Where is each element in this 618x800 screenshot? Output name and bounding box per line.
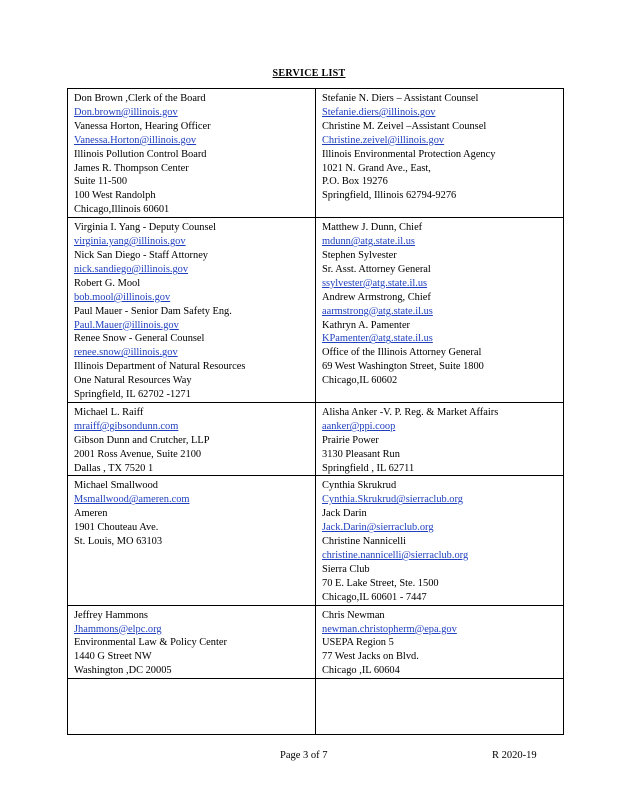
contact-line: USEPA Region 5 bbox=[322, 637, 394, 649]
contact-cell-left bbox=[68, 218, 316, 403]
email-link[interactable]: Don.brown@illinois.gov bbox=[74, 106, 178, 118]
email-link[interactable]: nick.sandiego@illinois.gov bbox=[74, 263, 189, 275]
contact-line: Chicago,Illinois 60601 bbox=[74, 204, 170, 216]
contact-cell-right bbox=[316, 402, 564, 476]
contact-line: Andrew Armstrong, Chief bbox=[322, 291, 431, 303]
contact-line: Paul Mauer - Senior Dam Safety Eng. bbox=[74, 305, 232, 317]
contact-cell-right bbox=[316, 679, 564, 735]
contact-line: Springfield, Illinois 62794-9276 bbox=[322, 190, 457, 202]
contact-line: Alisha Anker -V. P. Reg. & Market Affairs bbox=[322, 406, 499, 418]
service-row bbox=[68, 402, 564, 476]
contact-line: 1021 N. Grand Ave., East, bbox=[322, 162, 431, 174]
contact-line: Prairie Power bbox=[322, 434, 379, 446]
contact-cell-right bbox=[316, 89, 564, 218]
contact-cell-right bbox=[316, 476, 564, 605]
email-link[interactable]: Vanessa.Horton@illinois.gov bbox=[74, 134, 197, 146]
contact-line: Illinois Department of Natural Resources bbox=[74, 361, 246, 373]
service-row bbox=[68, 476, 564, 605]
email-link[interactable]: Msmallwood@ameren.com bbox=[74, 494, 190, 506]
contact-cell-right bbox=[316, 218, 564, 403]
contact-line: Office of the Illinois Attorney General bbox=[322, 347, 482, 359]
contact-line: Don Brown ,Clerk of the Board bbox=[74, 93, 206, 104]
contact-cell-left bbox=[68, 605, 316, 679]
contact-line: Sr. Asst. Attorney General bbox=[322, 263, 431, 275]
contact-line: Matthew J. Dunn, Chief bbox=[322, 222, 423, 234]
contact-line: Chicago,IL 60602 bbox=[322, 375, 398, 387]
email-link[interactable]: Jack.Darin@sierraclub.org bbox=[322, 522, 434, 534]
contact-line: Vanessa Horton, Hearing Officer bbox=[74, 120, 211, 132]
contact-line: Michael Smallwood bbox=[74, 480, 158, 492]
service-row bbox=[68, 679, 564, 735]
contact-line: Jeffrey Hammons bbox=[74, 609, 148, 621]
contact-line: Gibson Dunn and Crutcher, LLP bbox=[74, 434, 210, 446]
email-link[interactable]: aarmstrong@atg.state.il.us bbox=[322, 305, 433, 317]
email-link[interactable]: renee.snow@illinois.gov bbox=[74, 347, 178, 359]
contact-line: Illinois Pollution Control Board bbox=[74, 148, 207, 160]
contact-line: 3130 Pleasant Run bbox=[322, 448, 400, 460]
email-link[interactable]: mraiff@gibsondunn.com bbox=[74, 420, 179, 432]
service-row bbox=[68, 218, 564, 403]
contact-line: 77 West Jacks on Blvd. bbox=[322, 651, 419, 663]
contact-line: Chicago,IL 60601 - 7447 bbox=[322, 591, 427, 603]
contact-line: Michael L. Raiff bbox=[74, 406, 144, 418]
contact-line: Stefanie N. Diers – Assistant Counsel bbox=[322, 93, 479, 104]
email-link[interactable]: mdunn@atg.state.il.us bbox=[322, 236, 415, 248]
email-link[interactable]: virginia.yang@illinois.gov bbox=[74, 236, 186, 248]
contact-line: Renee Snow - General Counsel bbox=[74, 333, 205, 345]
contact-line: Nick San Diego - Staff Attorney bbox=[74, 249, 208, 261]
contact-line: 69 West Washington Street, Suite 1800 bbox=[322, 361, 484, 373]
contact-line: Kathryn A. Pamenter bbox=[322, 319, 411, 331]
contact-cell-left bbox=[68, 476, 316, 605]
service-list-table bbox=[67, 88, 564, 735]
contact-line: Springfield , IL 62711 bbox=[322, 462, 415, 474]
contact-line: Chris Newman bbox=[322, 609, 385, 621]
contact-line: 1440 G Street NW bbox=[74, 651, 152, 663]
page-title-text: SERVICE LIST bbox=[272, 68, 346, 79]
contact-cell-left bbox=[68, 89, 316, 218]
contact-line: St. Louis, MO 63103 bbox=[74, 536, 163, 548]
contact-line: 2001 Ross Avenue, Suite 2100 bbox=[74, 448, 202, 460]
email-link[interactable]: bob.mool@illinois.gov bbox=[74, 291, 171, 303]
contact-line: Stephen Sylvester bbox=[322, 249, 397, 261]
contact-line: Washington ,DC 20005 bbox=[74, 665, 172, 677]
contact-line: James R. Thompson Center bbox=[74, 162, 189, 174]
email-link[interactable]: newman.christopherm@epa.gov bbox=[322, 623, 457, 635]
email-link[interactable]: Paul.Mauer@illinois.gov bbox=[74, 319, 179, 331]
contact-line: 70 E. Lake Street, Ste. 1500 bbox=[322, 577, 439, 589]
email-link[interactable]: KPamenter@atg.state.il.us bbox=[322, 333, 433, 345]
contact-line: One Natural Resources Way bbox=[74, 375, 192, 387]
contact-cell-left bbox=[68, 402, 316, 476]
contact-line: Environmental Law & Policy Center bbox=[74, 637, 227, 649]
contact-line: Sierra Club bbox=[322, 563, 370, 575]
contact-line: Cynthia Skrukrud bbox=[322, 480, 397, 492]
service-row bbox=[68, 605, 564, 679]
contact-line: Illinois Environmental Protection Agency bbox=[322, 148, 496, 160]
contact-line: Jack Darin bbox=[322, 508, 367, 520]
contact-line: Virginia I. Yang - Deputy Counsel bbox=[74, 222, 217, 234]
contact-line: Ameren bbox=[74, 508, 108, 520]
contact-line: Christine M. Zeivel –Assistant Counsel bbox=[322, 120, 487, 132]
page-title bbox=[0, 68, 618, 79]
contact-line: Springfield, IL 62702 -1271 bbox=[74, 389, 191, 401]
email-link[interactable]: ssylvester@atg.state.il.us bbox=[322, 277, 428, 289]
contact-cell-left bbox=[68, 679, 316, 735]
contact-line: Christine Nannicelli bbox=[322, 536, 406, 548]
contact-line: 1901 Chouteau Ave. bbox=[74, 522, 159, 534]
email-link[interactable]: Cynthia.Skrukrud@sierraclub.org bbox=[322, 494, 463, 506]
contact-cell-right bbox=[316, 605, 564, 679]
contact-line: Dallas , TX 7520 1 bbox=[74, 462, 154, 474]
contact-line: Robert G. Mool bbox=[74, 277, 141, 289]
contact-line: 100 West Randolph bbox=[74, 190, 156, 202]
docket-number: R 2020-19 bbox=[492, 750, 537, 761]
email-link[interactable]: christine.nannicelli@sierraclub.org bbox=[322, 550, 469, 561]
page-number: Page 3 of 7 bbox=[280, 750, 328, 761]
contact-line: Suite 11-500 bbox=[74, 176, 128, 188]
email-link[interactable]: Christine.zeivel@illinois.gov bbox=[322, 134, 445, 146]
email-link[interactable]: Stefanie.diers@illinois.gov bbox=[322, 106, 436, 118]
contact-line: Chicago ,IL 60604 bbox=[322, 665, 400, 677]
email-link[interactable]: aanker@ppi.coop bbox=[322, 420, 396, 432]
service-row bbox=[68, 89, 564, 218]
contact-line: P.O. Box 19276 bbox=[322, 176, 388, 188]
email-link[interactable]: Jhammons@elpc.org bbox=[74, 623, 162, 635]
